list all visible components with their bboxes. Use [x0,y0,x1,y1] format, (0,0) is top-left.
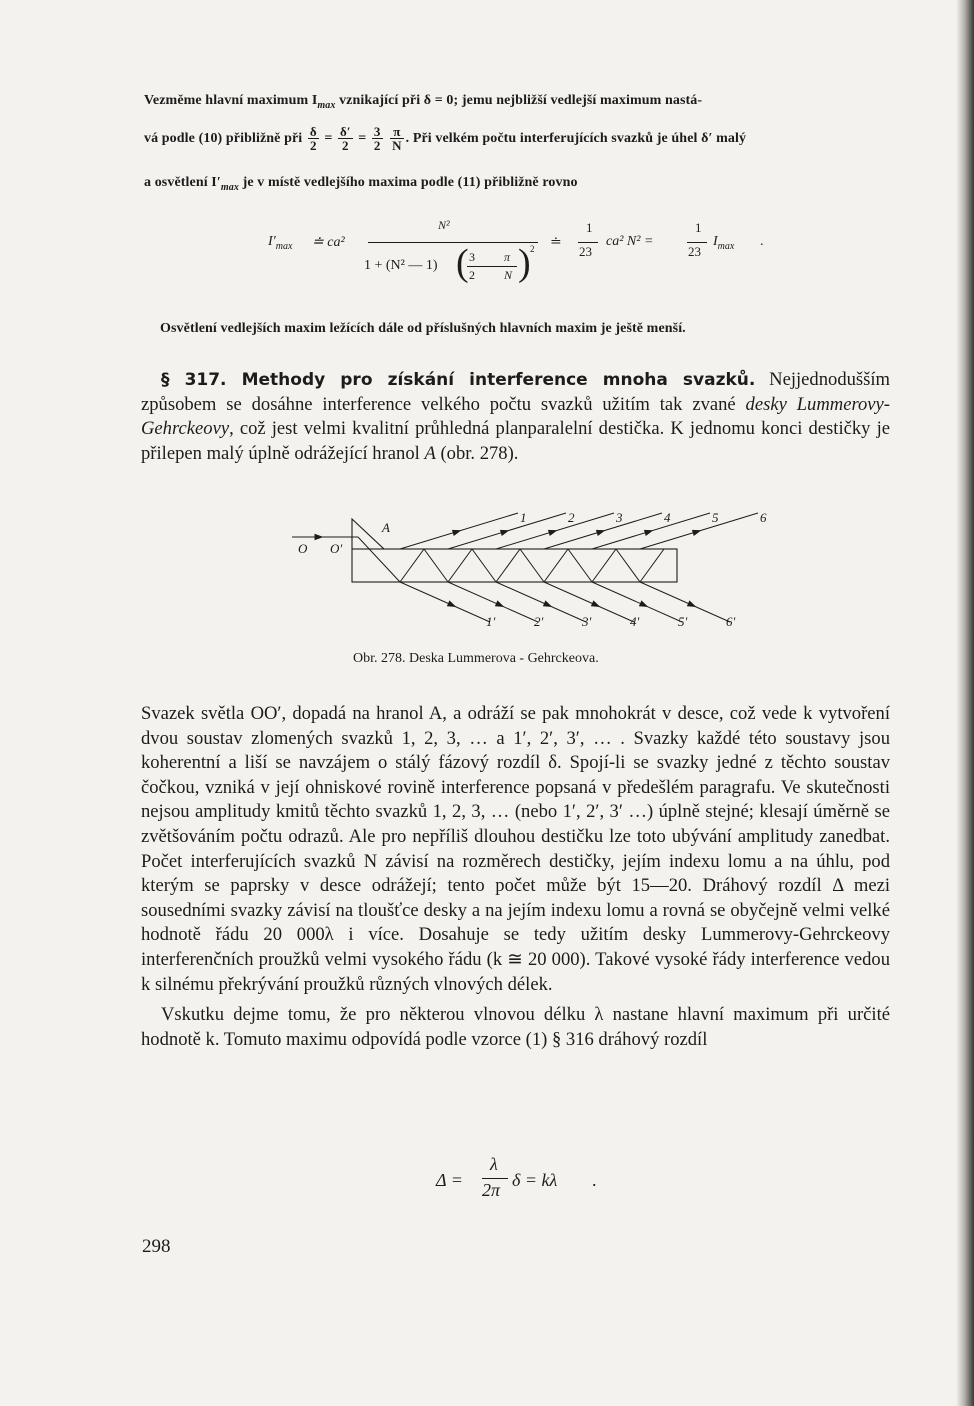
final-formula: Δ = λ 2π δ = kλ . [436,1154,597,1200]
internal-ray-9 [592,549,616,582]
arrow-top-3 [549,530,556,535]
internal-ray-8 [568,549,592,582]
paragraph-2: Svazek světla OO′, dopadá na hranol A, a odráží se pak mnohokrát v desce, což vede k vytvoření dvou soustav zlomených svazků 1, 2, 3, … a 1′, 2′, 3′, … . Svazky každé této soustavy jsou koherentní a liší se navzájem o stálý fázový rozdíl δ. Spojí-li se svazky jedné z těchto soustav čočkou, vzniká v její ohniskové rovině interference popsaná v předešlém paragrafu. Ve skutečnosti nejsou amplitudy kmitů těchto svazků 1, 2, 3, … (nebo 1′, 2′, 3′ …) úplně stejné; klesají úměrně se zvětšováním počtu odrazů. Ale pro nepříliš dlouhou destičku lze toto ubývání amplitudy zanedbat. Počet interferujících svazků N závisí na rozměrech destičky, jejím indexu lomu a na úhlu, pod kterým se paprsky v desce odrážejí; tento počet může být 15—20. Dráhový rozdíl Δ mezi sousedními svazky závisí na tloušťce desky a na jejím indexu lomu a rovná se obyčejně velmi velké hodnotě řádu 20 000λ i více. Dosahuje se tedy užitím desky Lummerovy-Gehrckeovy interferenčních proužků velmi vysokého řádu (k ≅ 20 000). Takové vysoké řády interference vedou k silnému překrývání proužků různých vlnových délek. [141,703,890,995]
page-edge-shadow [956,0,974,1406]
label-bottom-5: 5′ [678,614,688,629]
figure-caption: Obr. 278. Deska Lummerova - Gehrckeova. [353,651,599,666]
arrow-bottom-2 [496,601,503,606]
text-line-2: vá podle (10) přibližně při $\frac{\delta}{2}$ = $\frac{\delta'}{2}$ = $\frac{3}{2}$ $\frac{\pi}{N}$ . Při velkém počtu interferujících svazků je úhel δ′ malý [144,124,747,154]
label-O: O [298,541,308,556]
label-top-2: 2 [568,510,575,525]
arrow-top-4 [597,530,604,535]
arrow-top-2 [501,530,508,535]
arrow-bottom-4 [592,601,599,606]
display-formula: $I'_{max}$ ≐ ca² N² 1 + (N² — 1) ( 3 π 2 N ) 2 ≐ 1 23 ca² N² = 1 23 $I_{max}$ . [268,218,764,284]
internal-ray-11 [640,549,664,582]
internal-ray-2 [424,549,448,582]
label-top-5: 5 [712,510,719,525]
internal-ray-5 [496,549,520,582]
label-bottom-3: 3′ [582,614,592,629]
label-top-6: 6 [760,510,767,525]
note-line: Osvětlení vedlejších maxim ležících dále od příslušných hlavních maxim je ještě menší. [160,321,686,336]
section-317: § 317. Methody pro získání interference mnoha svazků. Nejjednodušším způsobem se dosáhne interference velkého počtu svazků užitím tak zvané desky Lummerovy-Gehrckeovy, což jest velmi kvalitní průhledná planparalelní destička. K jednomu konci destičky je přilepen malý úplně odrážející hranol A (obr. 278). [141,369,891,464]
internal-ray-7 [544,549,568,582]
label-bottom-2: 2′ [534,614,544,629]
ray-paths [292,513,758,622]
label-A: A [382,520,390,535]
arrow-bottom-6 [688,601,695,606]
internal-ray-3 [448,549,472,582]
arrow-bottom-1 [448,601,455,606]
exit-ray-bottom-1 [400,582,490,622]
label-top-3: 3 [616,510,623,525]
internal-ray-4 [472,549,496,582]
internal-ray-1 [400,549,424,582]
paragraph-3: Vskutku dejme tomu, že pro některou vlnovou délku λ nastane hlavní maximum při určité hodnotě k. Tomuto maximu odpovídá podle vzorce (1) § 316 dráhový rozdíl [141,1004,890,1050]
arrow-top-6 [693,530,700,535]
text-line-3: a osvětlení $I'_{max}$ je v místě vedlejšího maxima podle (11) přibližně rovno [144,175,578,193]
label-top-4: 4 [664,510,671,525]
label-Oprime: O′ [330,541,343,556]
arrow-top-1 [453,530,460,535]
figure-278 [0,505,974,665]
arrow-bottom-5 [640,601,647,606]
label-bottom-6: 6′ [726,614,736,629]
arrow-bottom-3 [544,601,551,606]
body-text [141,702,890,1052]
arrow-top-5 [645,530,652,535]
incoming-arrow [315,535,322,540]
label-top-1: 1 [520,510,527,525]
text-line-1: Vezměme hlavní maximum $I_{max}$ vznikající při δ = 0; jemu nejbližší vedlejší maximum nastá- [144,93,703,111]
section-heading: § 317. Methody pro získání interference mnoha svazků. [161,370,756,390]
internal-ray-6 [520,549,544,582]
label-bottom-1: 1′ [486,614,496,629]
label-bottom-4: 4′ [630,614,640,629]
page-number: 298 [142,1236,171,1257]
internal-ray-10 [616,549,640,582]
